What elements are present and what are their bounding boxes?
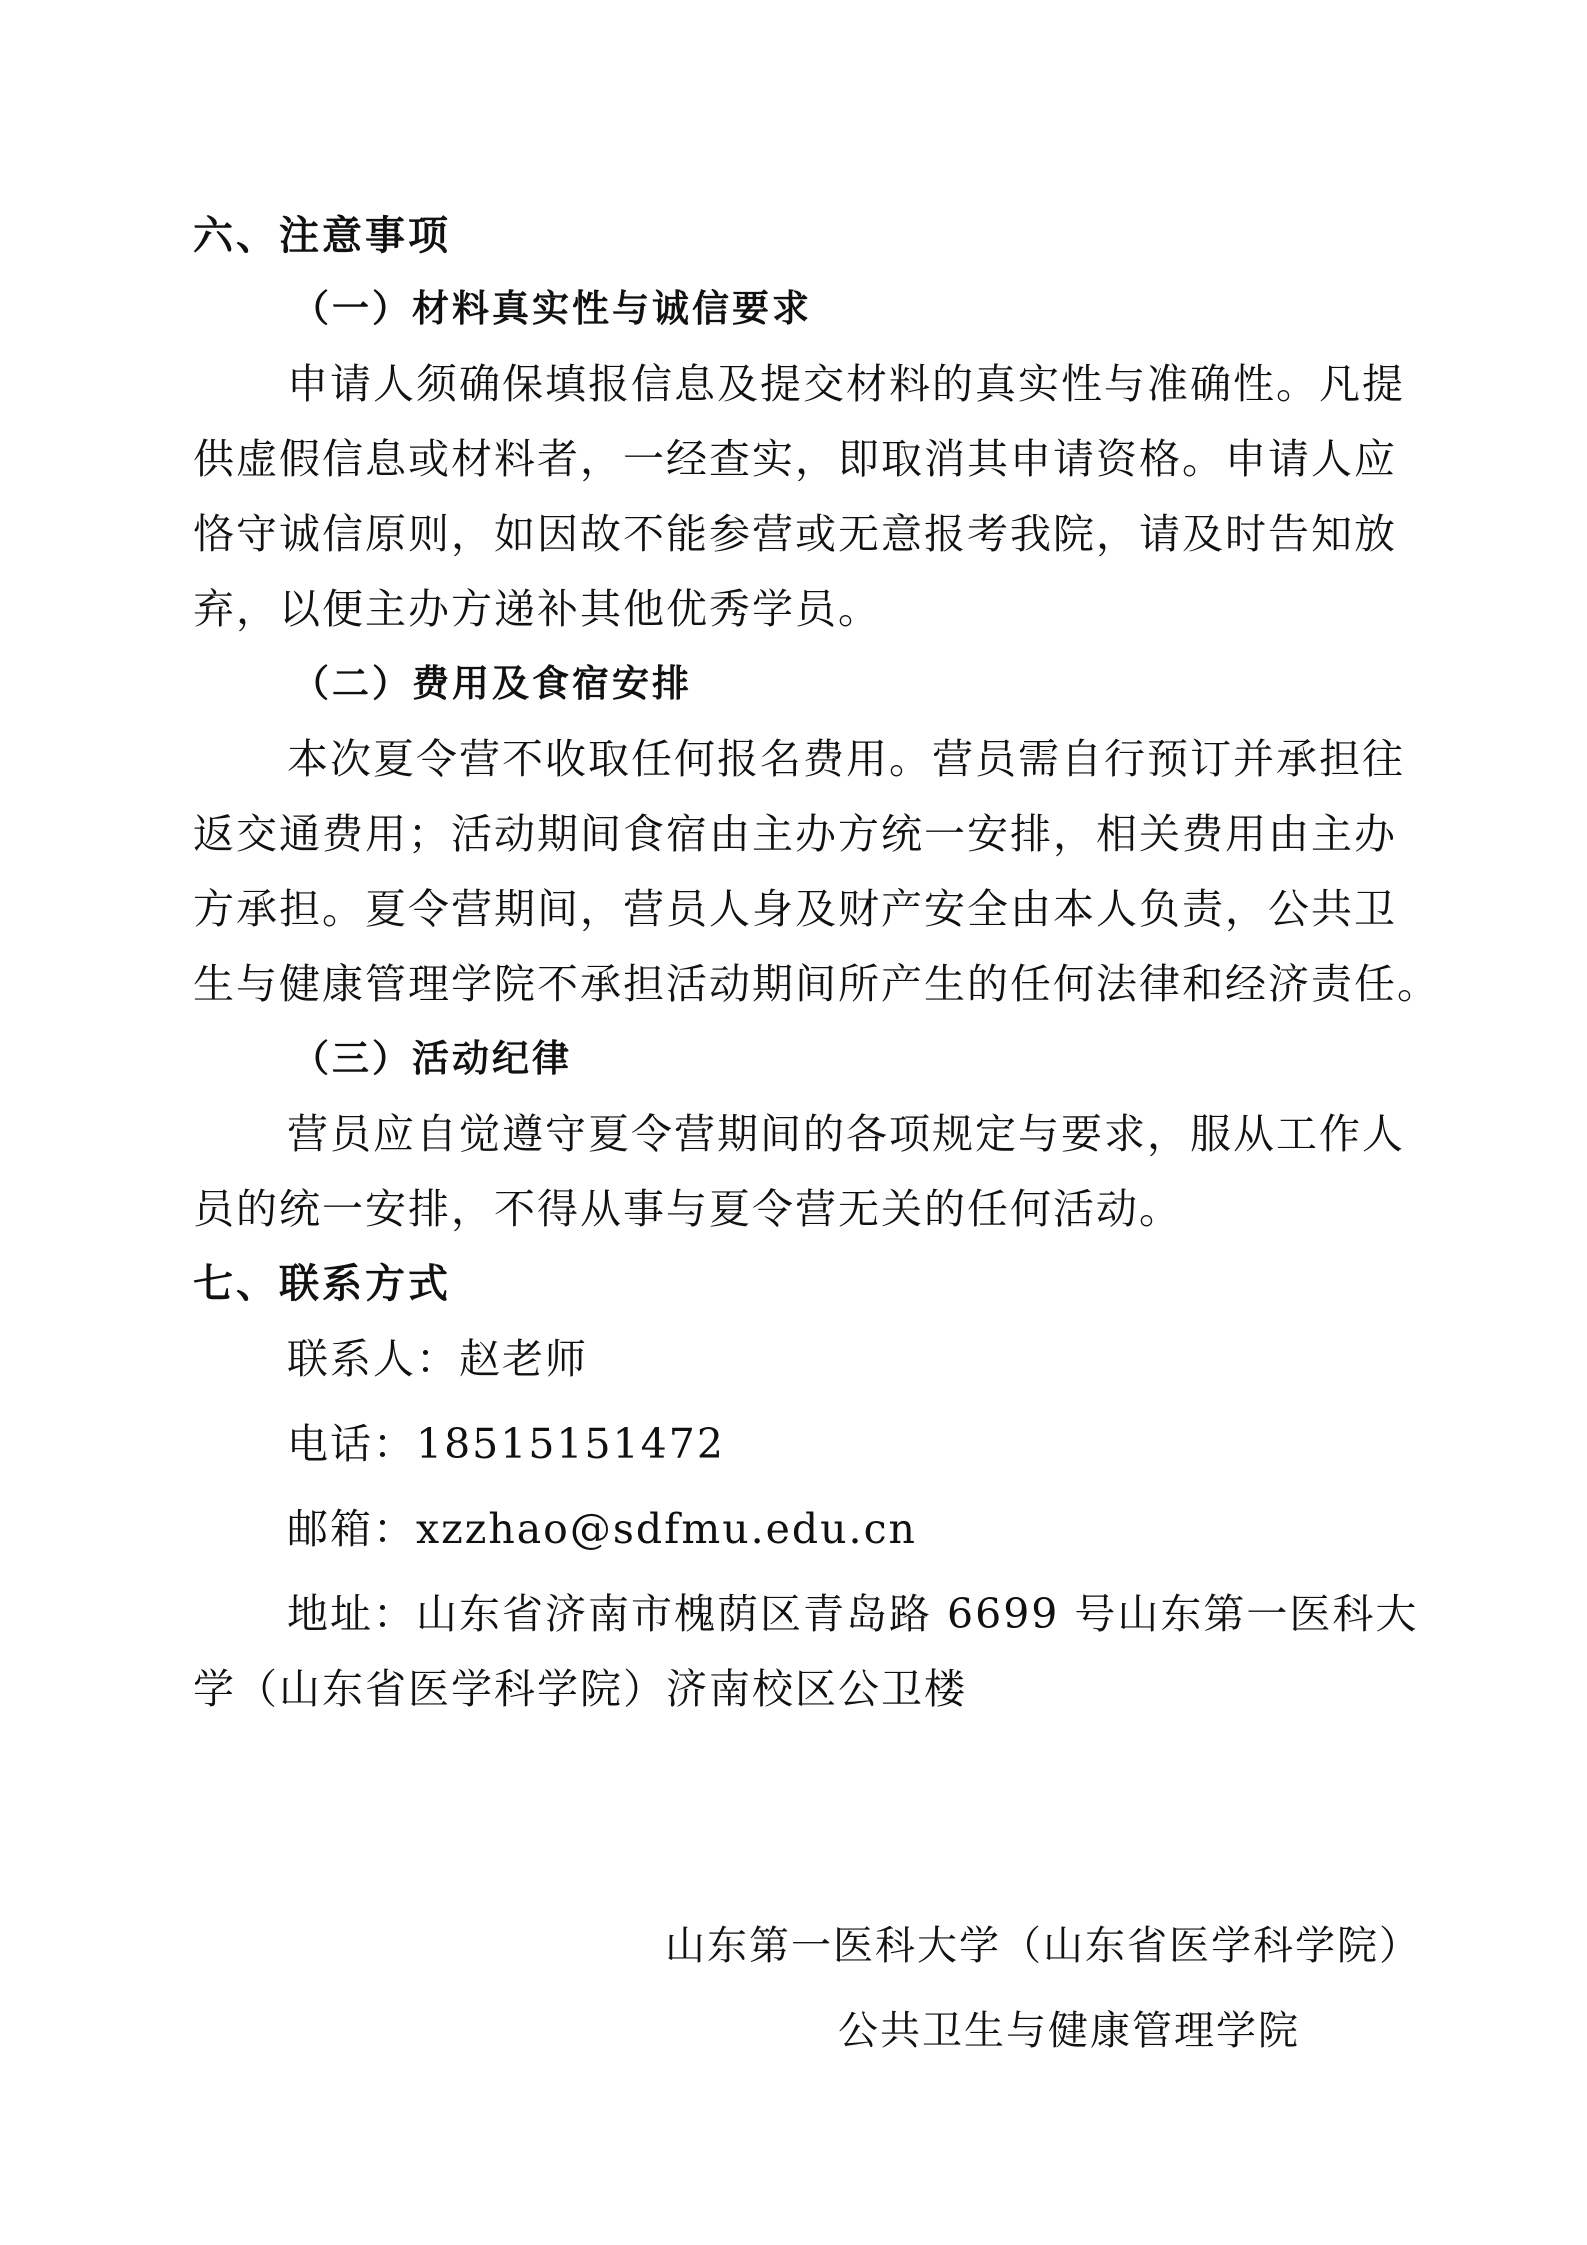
contact-phone: 电话：18515151472	[287, 1420, 725, 1468]
signature-school: 公共卫生与健康管理学院	[838, 2008, 1300, 2054]
paragraph-line: 方承担。夏令营期间，营员人身及财产安全由本人负责，公共卫	[193, 885, 1397, 933]
paragraph-line: 员的统一安排，不得从事与夏令营无关的任何活动。	[193, 1185, 1182, 1233]
paragraph-line: 本次夏令营不收取任何报名费用。营员需自行预订并承担往	[287, 735, 1405, 783]
paragraph-line: 供虚假信息或材料者，一经查实，即取消其申请资格。申请人应	[193, 435, 1397, 483]
paragraph-line: 生与健康管理学院不承担活动期间所产生的任何法律和经济责任。	[193, 960, 1440, 1008]
subheading-discipline: （三）活动纪律	[292, 1037, 572, 1080]
signature-university: 山东第一医科大学（山东省医学科学院）	[665, 1923, 1421, 1969]
contact-person: 联系人：赵老师	[287, 1335, 588, 1383]
subheading-fees: （二）费用及食宿安排	[292, 662, 692, 705]
section-heading-contact: 七、联系方式	[193, 1261, 451, 1307]
paragraph-line: 营员应自觉遵守夏令营期间的各项规定与要求，服从工作人	[287, 1110, 1405, 1158]
contact-address: 地址：山东省济南市槐荫区青岛路 6699 号山东第一医科大	[287, 1590, 1419, 1638]
subheading-integrity: （一）材料真实性与诚信要求	[292, 287, 812, 330]
paragraph-line: 弃，以便主办方递补其他优秀学员。	[193, 585, 881, 633]
paragraph-line: 返交通费用；活动期间食宿由主办方统一安排，相关费用由主办	[193, 810, 1397, 858]
contact-address-cont: 学（山东省医学科学院）济南校区公卫楼	[193, 1665, 967, 1713]
contact-email: 邮箱：xzzhao@sdfmu.edu.cn	[287, 1505, 917, 1553]
section-heading-notes: 六、注意事项	[193, 213, 451, 259]
paragraph-line: 恪守诚信原则，如因故不能参营或无意报考我院，请及时告知放	[193, 510, 1397, 558]
paragraph-line: 申请人须确保填报信息及提交材料的真实性与准确性。凡提	[287, 360, 1405, 408]
